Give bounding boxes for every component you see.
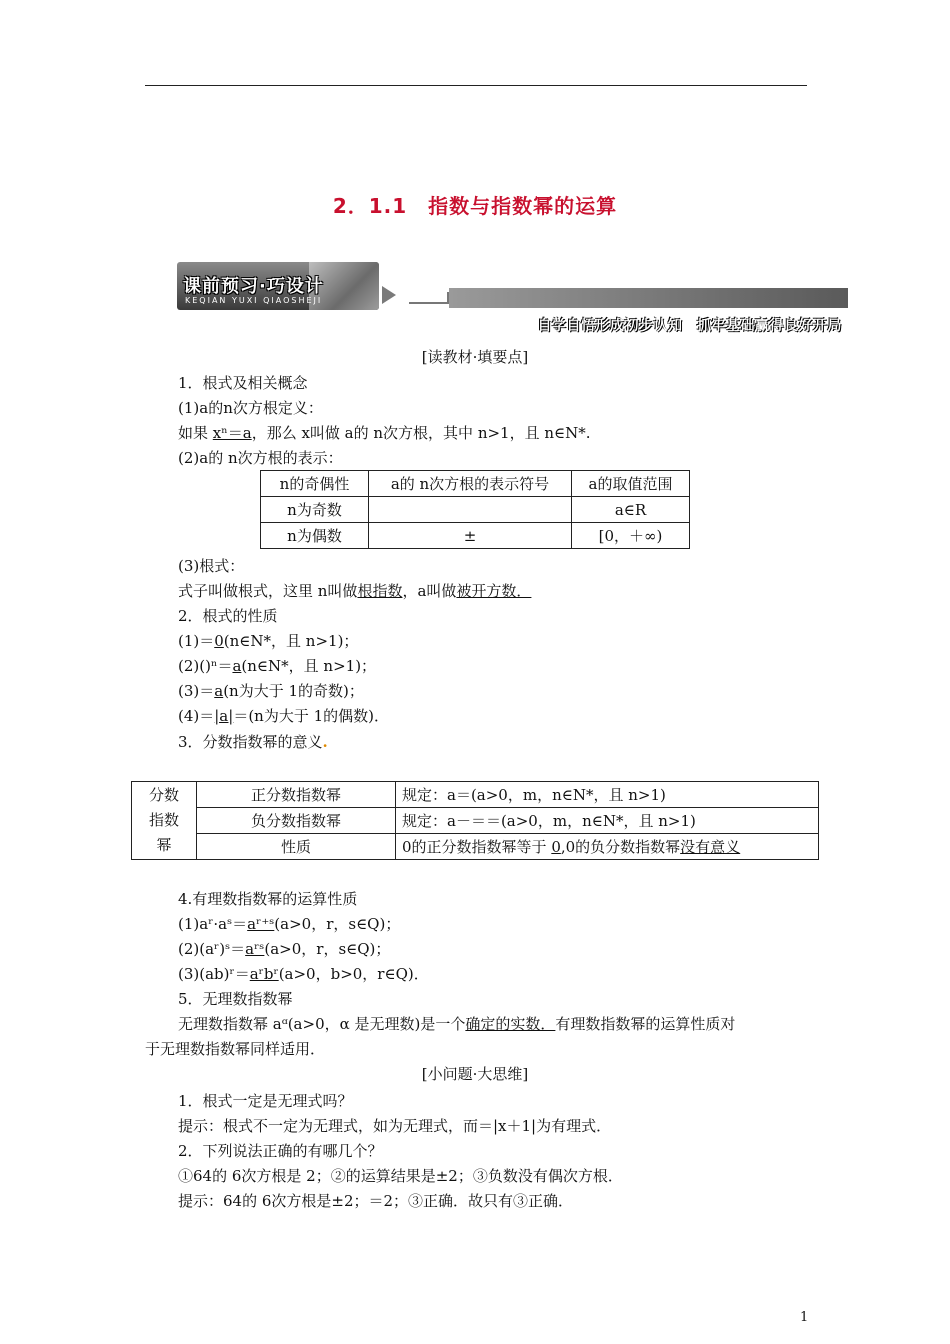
blank-answer: aʳbʳ bbox=[249, 965, 279, 983]
table-header: a的取值范围 bbox=[572, 471, 690, 497]
text: ＝(n为大于 1的偶数)． bbox=[233, 707, 389, 725]
blank-answer: 确定的实数． bbox=[465, 1015, 556, 1033]
banner-line bbox=[409, 302, 449, 304]
heading-4: 4.有理数指数幂的运算性质 bbox=[178, 890, 358, 908]
text: (2)()ⁿ＝ bbox=[178, 657, 233, 675]
text: 无理数指数幂 aᵅ(a>0，α 是无理数)是一个 bbox=[178, 1015, 466, 1033]
text: (4)＝ bbox=[178, 707, 215, 725]
banner-title: 课前预习·巧设计 bbox=[183, 276, 324, 297]
answer-2: 提示：64的 6次方根是±2；＝2；③正确．故只有③正确． bbox=[178, 1192, 574, 1210]
text: 有理数指数幂的运算性质对 bbox=[555, 1015, 736, 1033]
blank-answer: aʳ⁺ˢ bbox=[247, 915, 275, 933]
property-line bbox=[178, 963, 429, 984]
heading-5: 5．无理数指数幂 bbox=[178, 990, 293, 1008]
text: (a>0，r，s∈Q)； bbox=[274, 915, 401, 933]
text: (n为大于 1的奇数)； bbox=[223, 682, 364, 700]
text: 如果 bbox=[178, 424, 213, 442]
header-rule bbox=[145, 85, 807, 86]
table-cell: a∈R bbox=[572, 497, 690, 523]
text: 0的正分数指数幂等于 bbox=[402, 838, 552, 856]
table-row bbox=[132, 808, 819, 834]
root-notation-table bbox=[260, 470, 690, 549]
text: 式子叫做根式，这里 n叫做 bbox=[178, 582, 358, 600]
text-line bbox=[178, 580, 531, 601]
text: ，那么 x叫做 a的 n次方根，其中 n>1，且 n∈N*. bbox=[251, 424, 591, 442]
blank-answer: 0 bbox=[214, 632, 224, 650]
text-line: (2)a的 n次方根的表示： bbox=[178, 449, 343, 467]
table-cell bbox=[369, 497, 572, 523]
blank-answer: 没有意义 bbox=[680, 838, 741, 856]
property-line bbox=[178, 705, 389, 726]
table-header-row bbox=[261, 471, 690, 497]
blank-answer: 被开方数． bbox=[456, 582, 532, 600]
table-cell: ± bbox=[369, 523, 572, 549]
property-line bbox=[178, 655, 376, 676]
table-cell: [0，＋∞) bbox=[572, 523, 690, 549]
blank-answer: xⁿ＝a bbox=[212, 424, 252, 442]
text: ，a叫做 bbox=[402, 582, 457, 600]
blank-answer: a bbox=[232, 657, 242, 675]
question-2-statements: ①64的 6次方根是 2；②的运算结果是±2；③负数没有偶次方根． bbox=[178, 1167, 623, 1185]
section-header-think: [小问题·大思维] bbox=[421, 1065, 529, 1083]
blank-answer: a bbox=[214, 682, 224, 700]
table-row bbox=[261, 523, 690, 549]
table-row bbox=[132, 782, 819, 808]
table-cell: 负分数指数幂 bbox=[197, 808, 396, 834]
property-line bbox=[178, 938, 390, 959]
banner-slogan: 自学自悟形成初步认知 抓牢基础赢得良好开局 bbox=[537, 318, 842, 334]
question-1: 1．根式一定是无理式吗？ bbox=[178, 1092, 353, 1110]
heading-3 bbox=[178, 731, 328, 752]
text-line: (3)根式： bbox=[178, 557, 245, 575]
text: 幂 bbox=[156, 836, 172, 854]
table-cell: n为奇数 bbox=[261, 497, 369, 523]
table-header: n的奇偶性 bbox=[261, 471, 369, 497]
text-line: (1)a的n次方根定义： bbox=[178, 399, 323, 417]
paragraph-line: 于无理数指数幂同样适用． bbox=[145, 1040, 326, 1058]
section-banner bbox=[177, 262, 848, 334]
table-cell: 规定：a－＝＝(a>0，m，n∈N*，且 n>1) bbox=[396, 808, 819, 834]
text: (3)＝ bbox=[178, 682, 215, 700]
property-line bbox=[178, 680, 364, 701]
text: (1)＝ bbox=[178, 632, 215, 650]
paragraph-line bbox=[178, 1013, 735, 1034]
text: (3)(ab)ʳ＝ bbox=[178, 965, 250, 983]
marker: . bbox=[322, 733, 328, 751]
property-line bbox=[178, 630, 358, 651]
blank-answer: 0 bbox=[551, 838, 561, 856]
table-cell: n为偶数 bbox=[261, 523, 369, 549]
table-header: a的 n次方根的表示符号 bbox=[369, 471, 572, 497]
definition-line bbox=[178, 422, 591, 443]
heading-2: 2．根式的性质 bbox=[178, 607, 278, 625]
banner-pinyin: KEQIAN YUXI QIAOSHEJI bbox=[185, 296, 323, 305]
page-number: 1 bbox=[800, 1310, 809, 1325]
banner-bar bbox=[449, 288, 848, 334]
text: ,0的负分数指数幂 bbox=[560, 838, 681, 856]
text: 3．分数指数幂的意义 bbox=[178, 733, 323, 751]
text: 指数 bbox=[148, 811, 179, 829]
heading-1: 1．根式及相关概念 bbox=[178, 374, 308, 392]
banner-label bbox=[177, 262, 379, 310]
text: (2)(aʳ)ˢ＝ bbox=[178, 940, 246, 958]
text: 分数 bbox=[148, 786, 179, 804]
blank-answer: aʳˢ bbox=[245, 940, 265, 958]
play-arrow-icon bbox=[382, 286, 396, 304]
text: (n∈N*，且 n>1)； bbox=[241, 657, 377, 675]
blank-answer: 根指数 bbox=[357, 582, 403, 600]
table-row bbox=[132, 834, 819, 860]
page-title: 2．1.1 指数与指数幂的运算 bbox=[332, 194, 618, 218]
property-line bbox=[178, 913, 400, 934]
text: (a>0，r，s∈Q)； bbox=[264, 940, 391, 958]
text: (a>0，b>0，r∈Q)． bbox=[278, 965, 429, 983]
answer-1: 提示：根式不一定为无理式，如为无理式，而＝|x＋1|为有理式． bbox=[178, 1117, 612, 1135]
section-header-read: [读教材·填要点] bbox=[421, 348, 529, 366]
table-side-label bbox=[132, 782, 197, 860]
table-cell: 正分数指数幂 bbox=[197, 782, 396, 808]
table-row bbox=[261, 497, 690, 523]
question-2: 2．下列说法正确的有哪几个？ bbox=[178, 1142, 383, 1160]
blank-answer: |a| bbox=[214, 707, 234, 725]
table-cell bbox=[396, 834, 819, 860]
text: (n∈N*，且 n>1)； bbox=[223, 632, 359, 650]
fractional-exponent-table bbox=[131, 781, 819, 860]
table-cell: 规定：a＝(a>0，m，n∈N*，且 n>1) bbox=[396, 782, 819, 808]
text: (1)aʳ·aˢ＝ bbox=[178, 915, 248, 933]
table-cell: 性质 bbox=[197, 834, 396, 860]
